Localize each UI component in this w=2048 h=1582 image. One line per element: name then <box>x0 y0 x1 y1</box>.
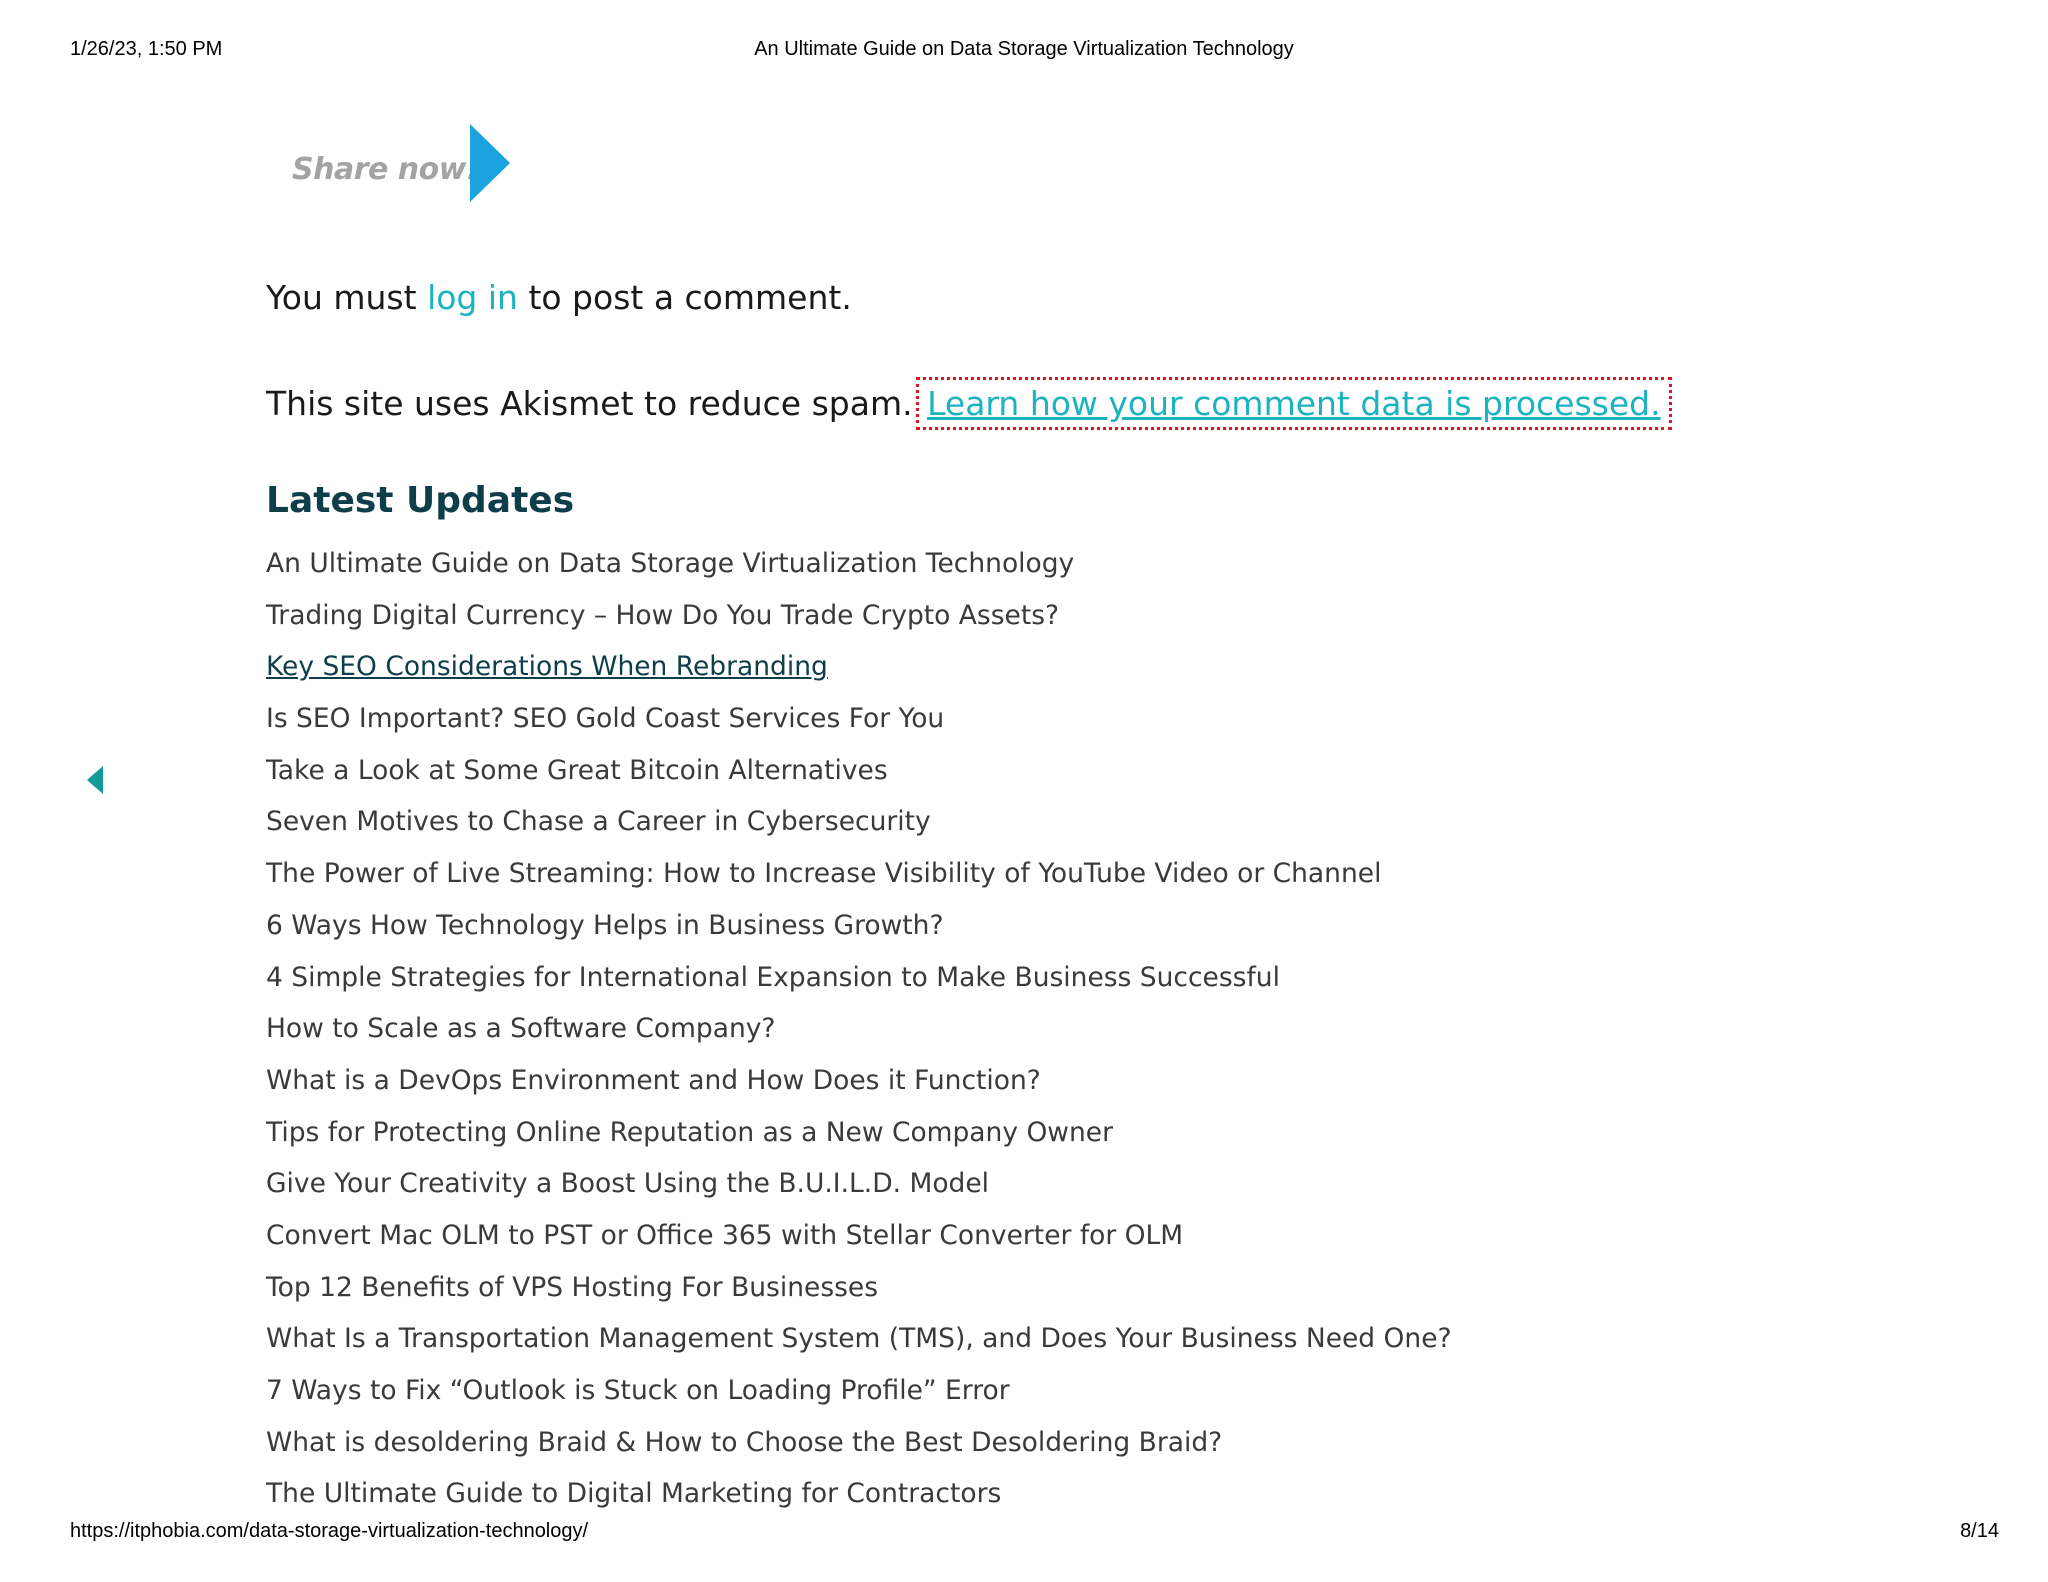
print-datetime: 1/26/23, 1:50 PM <box>70 38 223 60</box>
print-url: https://itphobia.com/data-storage-virtualization-technology/ <box>70 1520 589 1542</box>
latest-update-link[interactable]: What is a DevOps Environment and How Does it Function? <box>266 1064 1041 1096</box>
login-notice-prefix: You must <box>266 278 428 317</box>
latest-update-link[interactable]: Take a Look at Some Great Bitcoin Alternatives <box>266 754 888 786</box>
latest-update-link[interactable]: Is SEO Important? SEO Gold Coast Services For You <box>266 703 945 735</box>
login-link[interactable]: log in <box>427 278 518 317</box>
latest-update-item <box>266 908 1452 960</box>
print-header <box>0 38 2048 64</box>
latest-update-link[interactable]: Give Your Creativity a Boost Using the B.U.I.L.D. Model <box>266 1168 990 1200</box>
latest-update-link[interactable]: An Ultimate Guide on Data Storage Virtualization Technology <box>266 548 1075 579</box>
share-arrow-icon[interactable] <box>470 124 510 202</box>
latest-update-item <box>266 649 1452 701</box>
latest-update-item <box>266 1115 1452 1167</box>
latest-update-link[interactable]: Tips for Protecting Online Reputation as a New Company Owner <box>266 1116 1113 1148</box>
caret-left-icon[interactable] <box>87 766 103 794</box>
print-page-title: An Ultimate Guide on Data Storage Virtualization Technology <box>754 38 1294 60</box>
latest-update-link[interactable]: 4 Simple Strategies for International Expansion to Make Business Successful <box>266 961 1280 993</box>
akismet-link-text: Learn how your comment data is processed <box>927 384 1651 423</box>
latest-update-link[interactable]: The Power of Live Streaming: How to Increase Visibility of YouTube Video or Channel <box>266 858 1382 890</box>
latest-update-link[interactable]: Top 12 Benefits of VPS Hosting For Businesses <box>266 1271 879 1303</box>
latest-update-item <box>266 1218 1452 1270</box>
latest-update-item <box>266 701 1452 753</box>
latest-update-item <box>266 1166 1452 1218</box>
latest-update-link[interactable]: 7 Ways to Fix “Outlook is Stuck on Loading Profile” Error <box>266 1375 1010 1406</box>
akismet-notice <box>266 384 1665 423</box>
akismet-link-period: . <box>1650 384 1661 423</box>
latest-update-item <box>266 753 1452 805</box>
latest-update-item <box>266 598 1452 650</box>
latest-update-item <box>266 804 1452 856</box>
latest-update-item <box>266 546 1452 598</box>
print-page-number: 8/14 <box>1960 1520 1999 1542</box>
latest-updates-list <box>266 546 1452 1528</box>
latest-update-item <box>266 1270 1452 1322</box>
latest-update-link[interactable]: How to Scale as a Software Company? <box>266 1013 776 1045</box>
latest-update-link[interactable]: What is desoldering Braid & How to Choose the Best Desoldering Braid? <box>266 1426 1223 1458</box>
latest-update-link[interactable]: Key SEO Considerations When Rebranding <box>266 651 828 683</box>
latest-update-item <box>266 1063 1452 1115</box>
latest-update-link[interactable]: Seven Motives to Chase a Career in Cybersecurity <box>266 806 931 838</box>
latest-update-link[interactable]: Trading Digital Currency – How Do You Trade Crypto Assets? <box>266 599 1060 631</box>
latest-update-item <box>266 1373 1452 1425</box>
login-notice <box>266 278 852 317</box>
latest-update-link[interactable]: Convert Mac OLM to PST or Office 365 with Stellar Converter for OLM <box>266 1219 1184 1251</box>
latest-update-item <box>266 1011 1452 1063</box>
latest-update-link[interactable]: The Ultimate Guide to Digital Marketing for Contractors <box>266 1478 1002 1510</box>
latest-update-item <box>266 1425 1452 1477</box>
akismet-text: This site uses Akismet to reduce spam. <box>266 384 913 423</box>
latest-update-link[interactable]: 6 Ways How Technology Helps in Business Growth? <box>266 909 944 941</box>
akismet-privacy-link[interactable] <box>923 384 1665 423</box>
share-label: Share now! <box>292 152 480 187</box>
latest-update-link[interactable]: What Is a Transportation Management System (TMS), and Does Your Business Need One? <box>266 1323 1452 1355</box>
latest-update-item <box>266 960 1452 1012</box>
login-notice-suffix: to post a comment. <box>517 278 852 317</box>
latest-updates-heading: Latest Updates <box>266 480 575 521</box>
latest-update-item <box>266 856 1452 908</box>
print-footer <box>0 1520 2048 1546</box>
latest-update-item <box>266 1321 1452 1373</box>
